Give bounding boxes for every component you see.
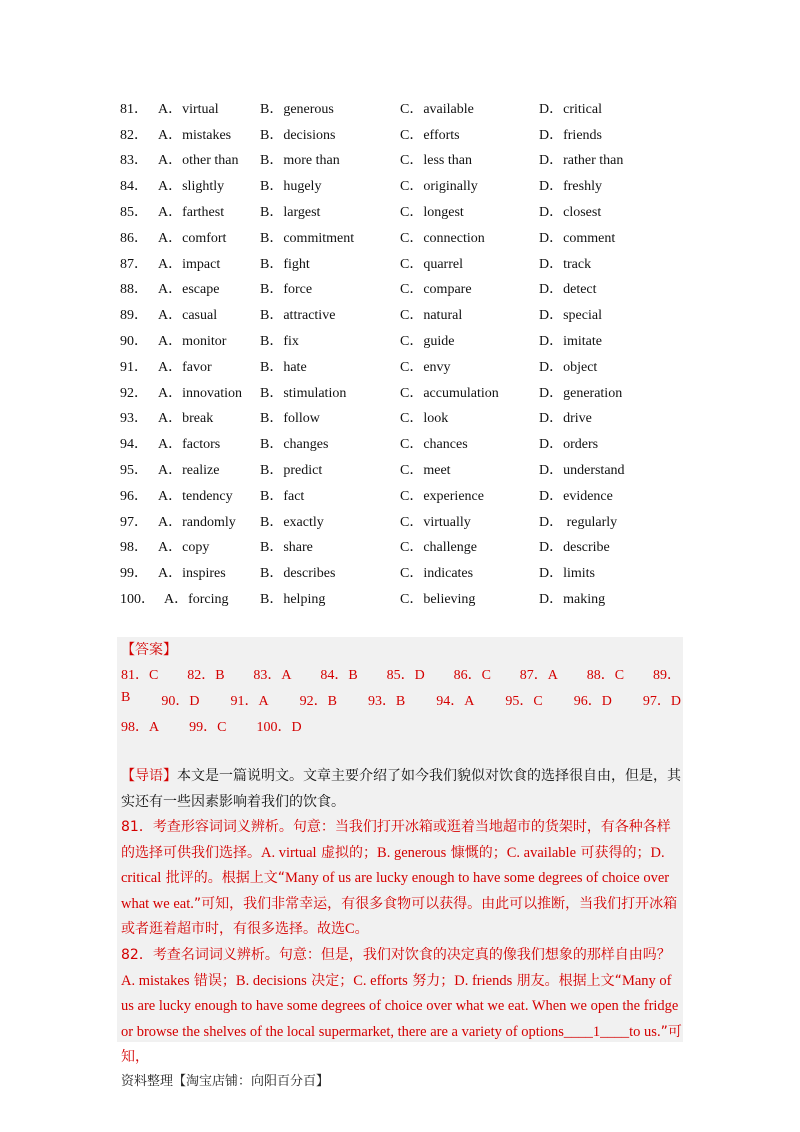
option-row	[120, 456, 690, 482]
option-d: D．object	[539, 359, 598, 375]
exp81-option-a: A. virtual	[261, 844, 317, 861]
option-b: B．hate	[260, 359, 307, 375]
option-row	[120, 147, 690, 173]
option-d: D．orders	[539, 437, 599, 453]
intro-paragraph	[121, 764, 683, 815]
option-row	[120, 224, 690, 250]
answer-item: 100．D	[256, 720, 302, 735]
option-d: D．freshly	[539, 179, 602, 195]
answer-item: 96．D	[573, 694, 612, 709]
option-a: A．favor	[158, 359, 212, 375]
question-number: 94．	[120, 437, 148, 453]
option-b: B．helping	[260, 592, 326, 608]
option-c: C．chances	[400, 437, 468, 453]
explanation-82	[121, 943, 683, 1071]
answer-heading: 【答案】	[121, 642, 177, 658]
question-number: 86．	[120, 230, 148, 246]
option-d: D．generation	[539, 385, 623, 401]
options-list	[120, 95, 690, 611]
question-number: 97．	[120, 514, 148, 530]
exp82-quote: Many of us are lucky enough to have some degrees of choice over what we eat. When we open the fridge or browse the shelves of the local supermarket, there are a variety of options____1____to us.	[121, 972, 679, 1040]
option-d: D．making	[539, 592, 606, 608]
answer-item: 98．A	[121, 720, 160, 735]
option-b: B．stimulation	[260, 385, 347, 401]
option-c: C．originally	[400, 179, 478, 195]
option-a: A．factors	[158, 437, 221, 453]
option-b: B．describes	[260, 566, 336, 582]
question-number: 100．	[120, 592, 155, 608]
option-d: D．special	[539, 308, 602, 324]
option-c: C．virtually	[400, 514, 471, 530]
option-row	[120, 482, 690, 508]
option-c: C．envy	[400, 359, 451, 375]
option-b: B．changes	[260, 437, 329, 453]
option-a: A．farthest	[158, 205, 225, 221]
answer-item: 95．C	[505, 694, 543, 709]
exp82-text-5: 朋友。根据上文“	[512, 972, 622, 989]
answer-section	[117, 637, 683, 1066]
option-a: A．tendency	[158, 488, 233, 504]
option-a: A．slightly	[158, 179, 225, 195]
exp82-text-1: 82．考查名词词义辨析。句意：但是，我们对饮食的决定真的像我们想象的那样自由吗？	[121, 947, 671, 963]
intro-label: 【导语】	[121, 768, 177, 784]
exp82-text-4: 努力；	[407, 972, 455, 989]
answer-item: 81．C	[121, 668, 159, 683]
option-d: D．evidence	[539, 488, 613, 504]
option-row	[120, 250, 690, 276]
question-number: 95．	[120, 463, 148, 479]
option-a: A．innovation	[158, 385, 242, 401]
answer-item: 89．	[652, 668, 681, 683]
option-c: C．available	[400, 101, 474, 117]
exp81-option-b: B. generous	[377, 844, 447, 861]
option-row	[120, 405, 690, 431]
option-row	[120, 327, 690, 353]
exp82-option-c: C. efforts	[353, 972, 408, 989]
answer-item: 82．B	[187, 668, 225, 683]
exp82-option-a: A. mistakes	[121, 972, 190, 989]
answer-item: B	[121, 690, 131, 705]
option-a: A．mistakes	[158, 127, 232, 143]
option-row	[120, 301, 690, 327]
answer-line-2	[121, 690, 681, 710]
option-c: C．accumulation	[400, 385, 499, 401]
question-number: 83．	[120, 153, 148, 169]
option-row	[120, 585, 690, 611]
answer-item: 94．A	[436, 694, 475, 709]
option-row	[120, 276, 690, 302]
answer-item: 88．C	[586, 668, 625, 683]
option-c: C．believing	[400, 592, 476, 608]
question-number: 85．	[120, 205, 148, 221]
option-d: D．detect	[539, 282, 597, 298]
question-number: 98．	[120, 540, 148, 556]
explanation-81	[121, 815, 683, 943]
option-row	[120, 508, 690, 534]
question-number: 81．	[120, 101, 148, 117]
exp81-text-1: 81．考查形容词词义辨析。句意：当我们打开冰箱或逛着当地超市的货架时，有各种各样的选择可供我们选择。	[121, 819, 671, 861]
answer-item: 84．B	[320, 668, 358, 683]
option-d: D．rather than	[539, 153, 624, 169]
option-b: B．hugely	[260, 179, 322, 195]
option-row	[120, 353, 690, 379]
option-row	[120, 534, 690, 560]
option-a: A．casual	[158, 308, 218, 324]
answer-line-3	[121, 716, 681, 736]
exp81-text-3: 慷慨的；	[446, 844, 507, 861]
answer-item: 86．C	[453, 668, 491, 683]
option-d: D．imitate	[539, 334, 602, 350]
option-a: A．other than	[158, 153, 239, 169]
option-row	[120, 95, 690, 121]
option-row	[120, 121, 690, 147]
question-number: 99．	[120, 566, 148, 582]
option-c: C．quarrel	[400, 256, 463, 272]
question-number: 91．	[120, 359, 148, 375]
option-b: B．fact	[260, 488, 305, 504]
exp81-text-6: ”可知，我们非常幸运，有很多食物可以获得。由此可以推断，当我们打开冰箱或者逛着超市时，有很多选择。故选	[121, 895, 678, 938]
question-number: 93．	[120, 411, 148, 427]
answer-item: 87．A	[519, 668, 558, 683]
option-d: D．limits	[539, 566, 596, 582]
answer-item: 92．B	[299, 694, 337, 709]
option-row	[120, 559, 690, 585]
option-d: D．describe	[539, 540, 610, 556]
option-a: A．forcing	[164, 592, 229, 608]
exp82-text-6: ”可知，	[121, 1023, 682, 1066]
question-number: 96．	[120, 488, 148, 504]
option-d: D．track	[539, 256, 592, 272]
exp81-text-5: 批评的。根据上文“	[161, 870, 285, 887]
option-c: C．natural	[400, 308, 463, 324]
question-number: 87．	[120, 256, 148, 272]
option-a: A．monitor	[158, 334, 227, 350]
option-c: C．compare	[400, 282, 472, 298]
option-b: B．generous	[260, 101, 334, 117]
option-b: B．decisions	[260, 127, 336, 143]
question-number: 84．	[120, 179, 148, 195]
option-a: A．realize	[158, 463, 220, 479]
option-d: D． regularly	[539, 514, 618, 530]
exp81-quote: Many of us are lucky enough to have some degrees of choice over what we eat.	[121, 870, 670, 912]
option-d: D．understand	[539, 463, 625, 479]
exp81-text-4: 可获得的；	[576, 844, 651, 861]
option-b: B．fix	[260, 334, 299, 350]
footer-note: 资料整理【淘宝店铺：向阳百分百】	[121, 1074, 330, 1089]
option-c: C．meet	[400, 463, 451, 479]
option-d: D．drive	[539, 411, 592, 427]
option-b: B．more than	[260, 153, 340, 169]
option-a: A．escape	[158, 282, 220, 298]
option-row	[120, 379, 690, 405]
option-b: B．fight	[260, 256, 310, 272]
option-a: A．virtual	[158, 101, 219, 117]
option-c: C．indicates	[400, 566, 474, 582]
option-d: D．comment	[539, 230, 616, 246]
option-d: D．closest	[539, 205, 602, 221]
option-b: B．share	[260, 540, 313, 556]
intro-text: 本文是一篇说明文。文章主要介绍了如今我们貌似对饮食的选择很自由，但是，其实还有一些因素影响着我们的饮食。	[121, 768, 681, 810]
option-d: D．critical	[539, 101, 602, 117]
option-b: B．follow	[260, 411, 320, 427]
question-number: 89．	[120, 308, 148, 324]
option-a: A．copy	[158, 540, 210, 556]
exp81-option-d: D. critical	[121, 844, 665, 887]
option-c: C．efforts	[400, 127, 460, 143]
option-c: C．challenge	[400, 540, 477, 556]
answer-item: 99．C	[189, 720, 227, 735]
option-a: A．comfort	[158, 230, 227, 246]
option-d: D．friends	[539, 127, 602, 143]
exp82-text-3: 决定；	[306, 972, 354, 989]
exp82-option-b: B. decisions	[235, 972, 307, 989]
answer-item: 85．D	[386, 668, 425, 683]
option-c: C．experience	[400, 488, 484, 504]
option-c: C．look	[400, 411, 449, 427]
option-b: B．predict	[260, 463, 323, 479]
exp82-option-d: D. friends	[454, 972, 513, 989]
exp82-text-2: 错误；	[189, 972, 236, 989]
option-b: B．attractive	[260, 308, 336, 324]
option-b: B．force	[260, 282, 313, 298]
exp81-text-7: 。	[354, 921, 369, 938]
option-a: A．randomly	[158, 514, 236, 530]
exp81-text-2: 虚拟的；	[316, 844, 378, 861]
option-a: A．inspires	[158, 566, 226, 582]
answer-item: 93．B	[367, 694, 406, 709]
option-c: C．less than	[400, 153, 472, 169]
option-b: B．commitment	[260, 230, 355, 246]
exp81-answer: C	[345, 921, 355, 938]
option-row	[120, 198, 690, 224]
question-number: 90．	[120, 334, 148, 350]
answer-item: 90．D	[161, 694, 200, 709]
question-number: 92．	[120, 385, 148, 401]
question-number: 88．	[120, 282, 148, 298]
option-c: C．connection	[400, 230, 485, 246]
answer-item: 91．A	[230, 694, 269, 709]
question-number: 82．	[120, 127, 148, 143]
option-row	[120, 430, 690, 456]
option-row	[120, 172, 690, 198]
option-b: B．largest	[260, 205, 321, 221]
option-c: C．longest	[400, 205, 464, 221]
option-c: C．guide	[400, 334, 455, 350]
exp81-option-c: C. available	[506, 844, 577, 861]
option-a: A．impact	[158, 256, 221, 272]
answer-line-1	[121, 664, 681, 684]
option-a: A．break	[158, 411, 214, 427]
answer-item: 97．D	[642, 694, 681, 709]
answer-item: 83．A	[253, 668, 292, 683]
option-b: B．exactly	[260, 514, 324, 530]
